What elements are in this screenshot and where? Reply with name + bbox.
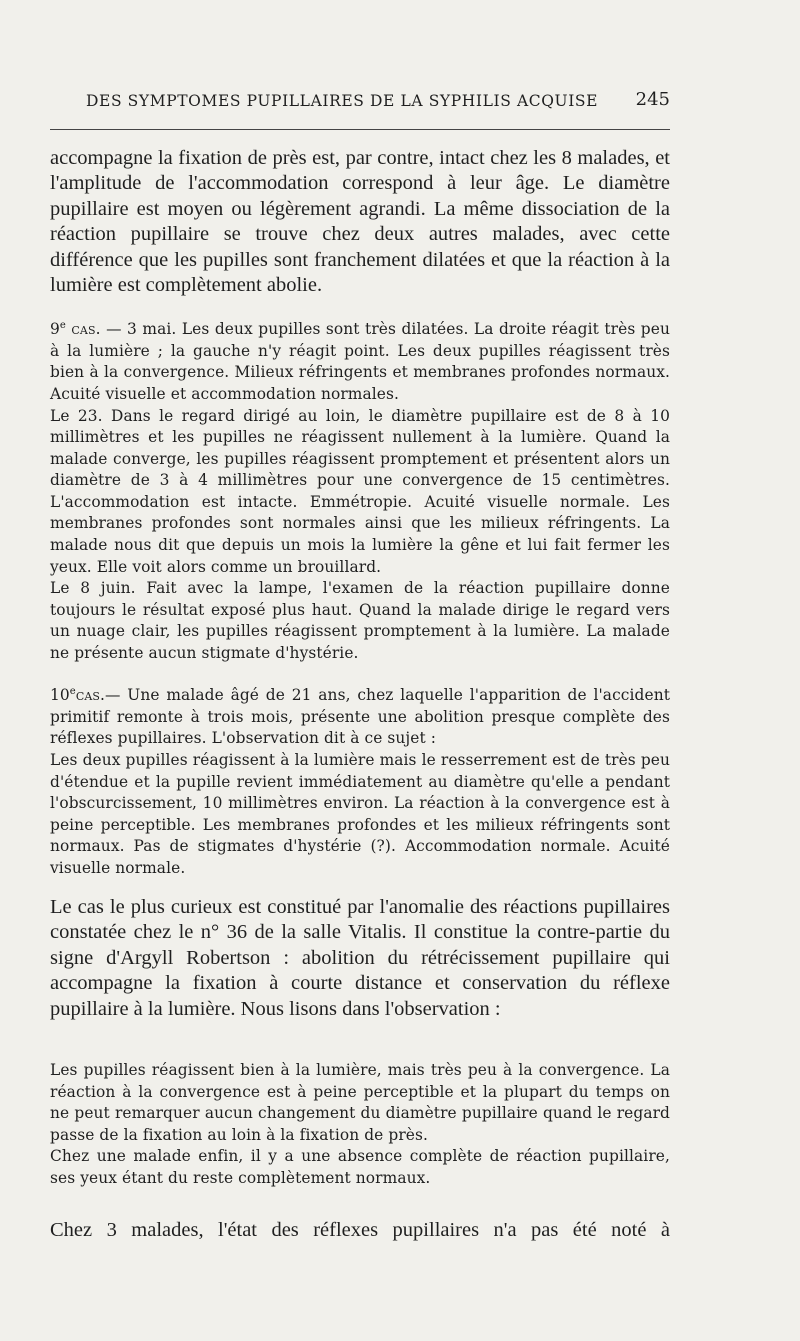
paragraph-text: Le cas le plus curieux est constitué par l'anomalie des réactions pupillaires constatée chez le n° 36 de la salle Vitalis. Il constitue la contre-partie du signe d'Argyll Robertson : abolition du rétrécissement pupillaire qui accompagne la fixation à courte distance et conservation du réflexe pupillaire à la lumière. Nous lisons dans l'observation : <box>50 896 670 1020</box>
observation-quote <box>50 1060 670 1190</box>
paragraph-text: Chez 3 malades, l'état des réflexes pupillaires n'a pas été noté à <box>50 1219 670 1241</box>
case-10-number: 10e <box>50 686 76 705</box>
case-9-paragraph-2: Le 23. Dans le regard dirigé au loin, le diamètre pupillaire est de 8 à 10 millimètres et les pupilles ne réagissent nullement à la lumière. Quand la malade converge, les pupilles réagissent promptement et présentent alors un diamètre de 3 à 4 millimètres pour une convergence de 15 centimètres. L'accommodation est intacte. Emmétropie. Acuité visuelle normale. Les membranes profondes sont normales ainsi que les milieux réfringents. La malade nous dit que depuis un mois la lumière la gêne et lui fait fermer les yeux. Elle voit alors comme un brouillard. <box>50 406 670 576</box>
case-9-paragraph-3: Le 8 juin. Fait avec la lampe, l'examen de la réaction pupillaire donne toujours le résultat exposé plus haut. Quand la malade dirige le regard vers un nuage clair, les pupilles réagissent promptement à la lumière. La malade ne présente aucun stigmate d'hystérie. <box>50 579 670 663</box>
case-10-label: cas. <box>75 686 106 705</box>
case-9-paragraph <box>50 315 670 406</box>
body-paragraph-2 <box>50 895 670 1022</box>
quote-paragraph-1: Les pupilles réagissent bien à la lumière, mais très peu à la convergence. La réaction à la convergence est à peine perceptible et la plupart du temps on ne peut remarquer aucun changement du diamètre pupillaire quand le regard passe de la fixation au loin à la fixation de près. <box>50 1061 670 1144</box>
case-9-observation <box>50 315 670 665</box>
running-header-title: DES SYMPTOMES PUPILLAIRES DE LA SYPHILIS ACQUISE <box>86 92 599 110</box>
case-10-text: — Une malade âgé de 21 ans, chez laquelle l'apparition de l'accident primitif remonte à trois mois, présente une abolition presque complète des réflexes pupillaires. L'observation dit à ce sujet : <box>50 686 670 748</box>
case-9-label: cas. <box>71 320 101 339</box>
paragraph-text: accompagne la fixation de près est, par contre, intact chez les 8 malades, et l'amplitude de l'accommodation correspond à leur âge. Le diamètre pupillaire est moyen ou légèrement agrandi. La même dissociation de la réaction pupillaire se trouve chez deux autres malades, avec cette différence que les pupilles sont franchement dilatées et que la réaction à la lumière est complètement abolie. <box>50 147 670 297</box>
quote-paragraph-2: Chez une malade enfin, il y a une absence complète de réaction pupillaire, ses yeux étant du reste complètement normaux. <box>50 1147 670 1187</box>
page-number: 245 <box>635 89 670 110</box>
case-9-text: — 3 mai. Les deux pupilles sont très dilatées. La droite réagit très peu à la lumière ; la gauche n'y réagit point. Les deux pupilles réagissent très bien à la convergence. Milieux réfringents et membranes profondes normaux. Acuité visuelle et accommodation normales. <box>50 320 670 403</box>
case-10-paragraph <box>50 681 670 750</box>
body-paragraph-3 <box>50 1218 670 1243</box>
header-rule <box>50 129 670 130</box>
case-10-observation <box>50 681 670 879</box>
case-9-number: 9e <box>50 320 66 339</box>
running-header <box>86 88 670 116</box>
case-10-paragraph-2: Les deux pupilles réagissent à la lumière mais le resserrement est de très peu d'étendue et la pupille revient immédiatement au diamètre qu'elle a pendant l'obscurcissement, 10 millimètres environ. La réaction à la convergence est à peine perceptible. Les membranes profondes et les milieux réfringents sont normaux. Pas de stigmates d'hystérie (?). Accommodation normale. Acuité visuelle normale. <box>50 750 670 877</box>
body-paragraph-1 <box>50 146 670 298</box>
